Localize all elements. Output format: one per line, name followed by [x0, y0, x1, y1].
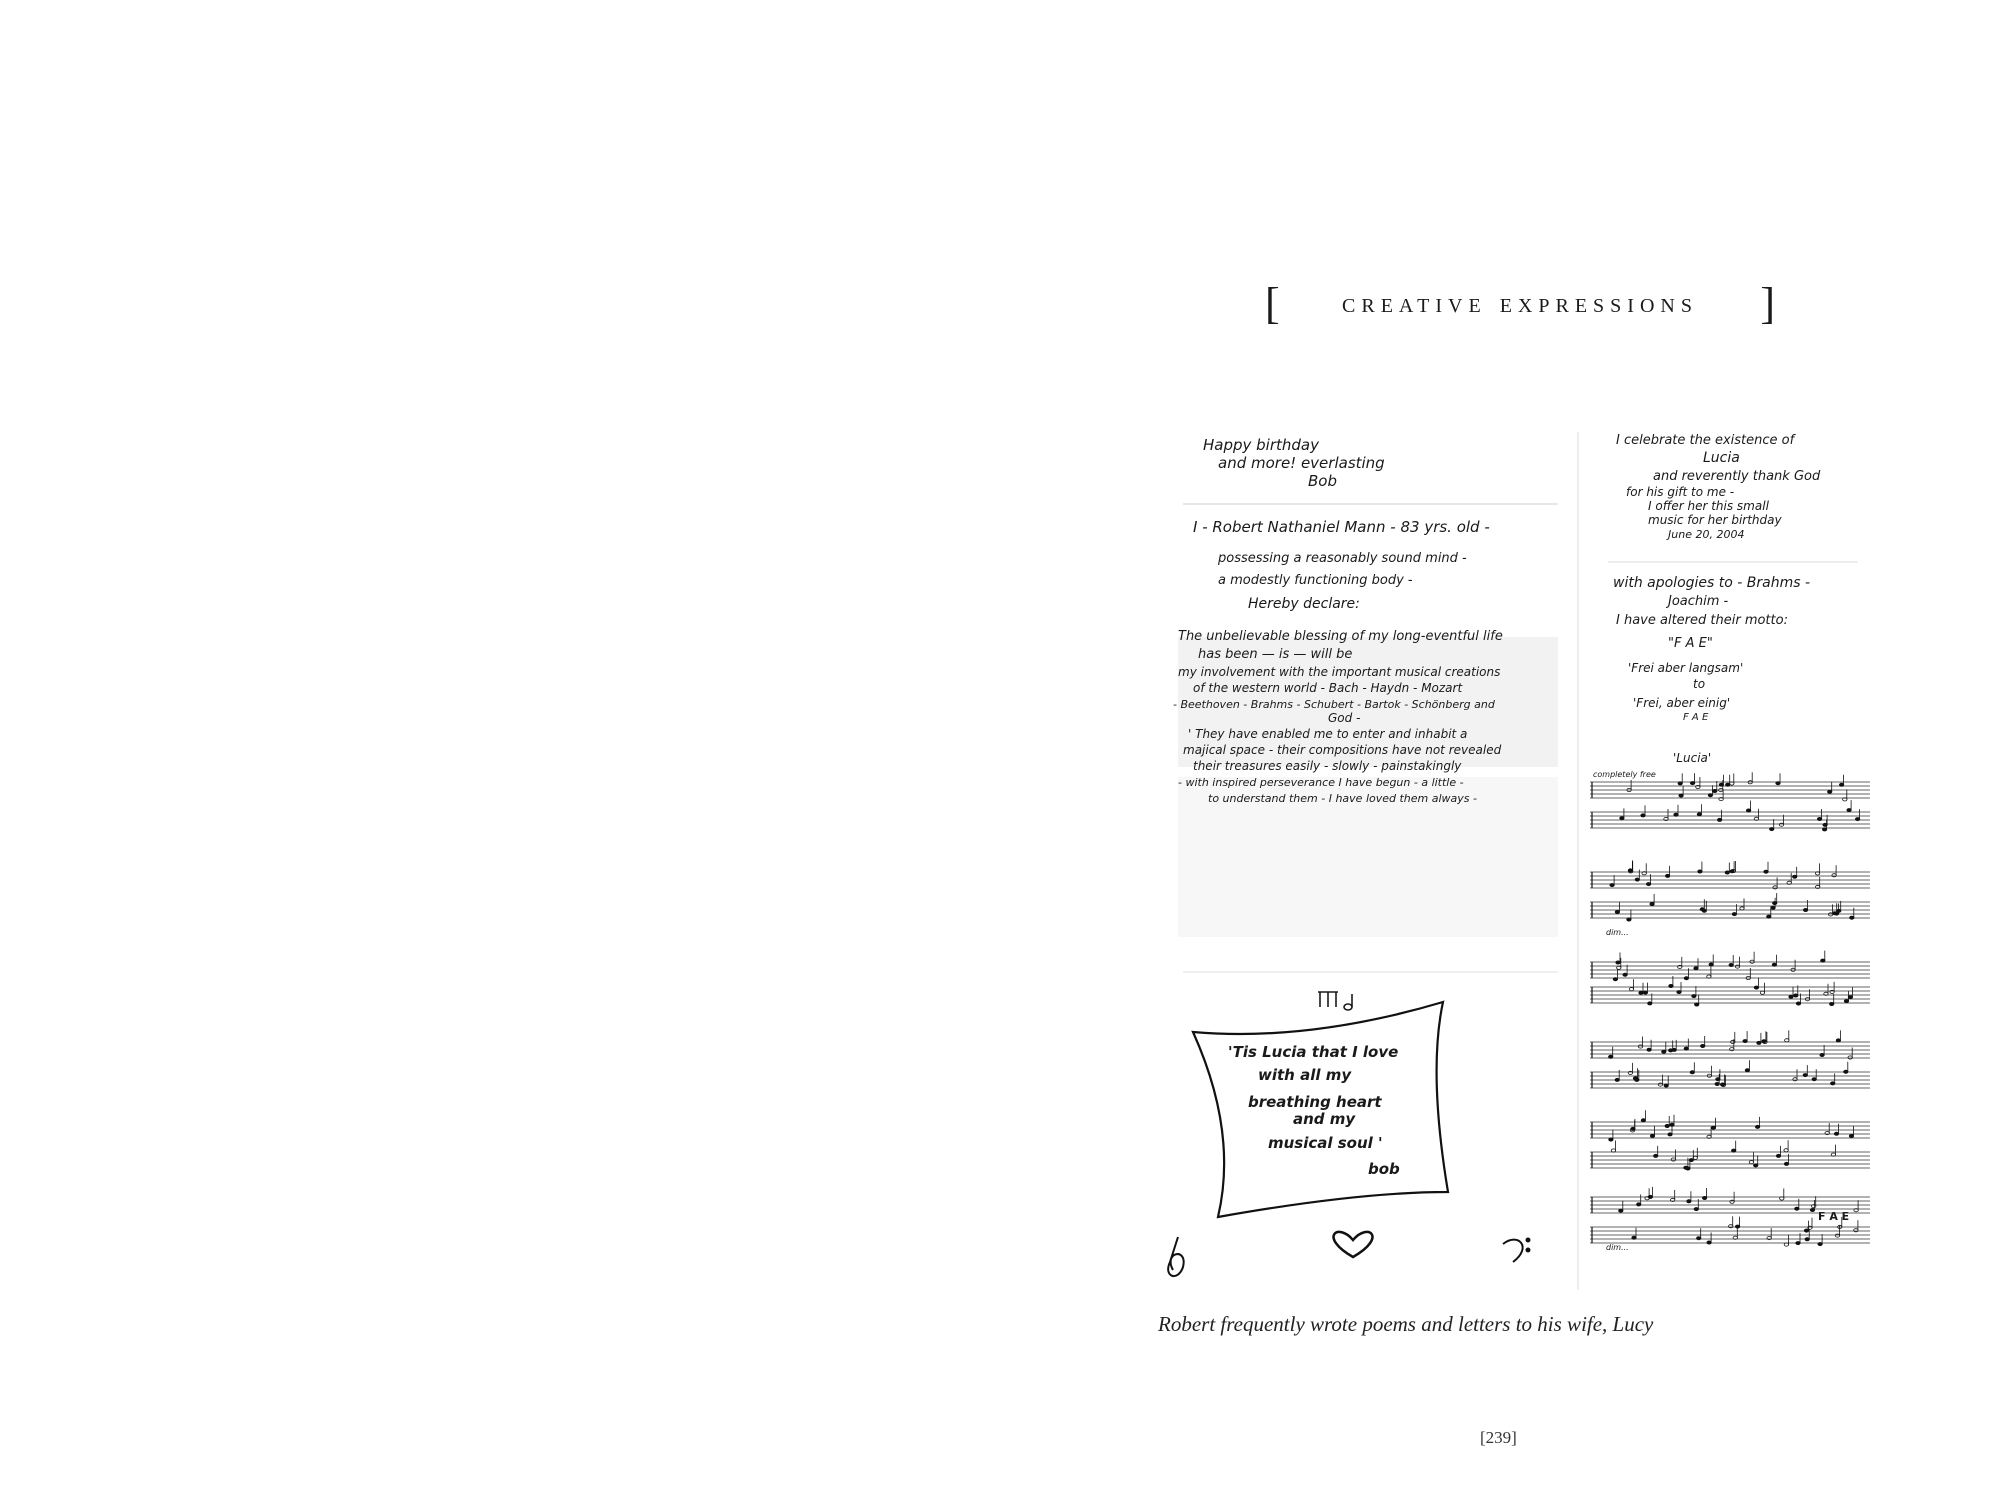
dedication-date: June 20, 2004: [1668, 528, 1745, 541]
letter-line: my involvement with the important musical creations: [1178, 665, 1501, 679]
dedication-line: for his gift to me -: [1626, 485, 1735, 499]
running-head-close-bracket: ]: [1760, 279, 1775, 328]
dedication-line: I celebrate the existence of: [1616, 433, 1795, 448]
letter-line: God -: [1328, 711, 1361, 725]
letter-line: their treasures easily - slowly - painstakingly: [1193, 759, 1462, 773]
motto-initials: F A E: [1683, 712, 1709, 723]
running-head-title: creative expressions: [1342, 288, 1698, 319]
greeting-line: and more! everlasting: [1218, 454, 1385, 472]
dedication-line: music for her birthday: [1648, 513, 1782, 527]
dedication-line: I offer her this small: [1648, 499, 1769, 513]
running-head-open-bracket: [: [1265, 279, 1280, 328]
page-number: [239]: [1480, 1428, 1517, 1447]
motto-text: 'Frei aber langsam': [1628, 661, 1744, 675]
score-fae: F A E: [1818, 1210, 1850, 1223]
figure-caption: Robert frequently wrote poems and letters to his wife, Lucy: [1158, 1312, 1654, 1336]
poem-line: 'Tis Lucia that I love: [1228, 1043, 1399, 1061]
apologies-line: Joachim -: [1668, 594, 1729, 609]
letter-line: of the western world - Bach - Haydn - Mozart: [1193, 681, 1463, 695]
letter-line: Hereby declare:: [1248, 596, 1360, 612]
letter-scan: [1158, 432, 1874, 1290]
letter-line: possessing a reasonably sound mind -: [1218, 551, 1467, 566]
motto-to: to: [1693, 677, 1706, 691]
letter-line: majical space - their compositions have not revealed: [1183, 743, 1502, 757]
score-marking: dim...: [1606, 928, 1629, 937]
poem-line: musical soul ': [1268, 1134, 1383, 1152]
motto-original: "F A E": [1668, 636, 1713, 651]
letter-line: to understand them - I have loved them always -: [1208, 792, 1477, 805]
score-marking: completely free: [1593, 770, 1656, 779]
poem-signature: bob: [1368, 1160, 1400, 1178]
handwritten-letter-figure: [1158, 432, 1874, 1290]
poem-line: breathing heart: [1248, 1093, 1382, 1111]
motto-new: 'Frei, aber einig': [1633, 696, 1731, 710]
score-title: 'Lucia': [1673, 751, 1712, 765]
apologies-line: I have altered their motto:: [1616, 613, 1788, 628]
letter-line: a modestly functioning body -: [1218, 573, 1413, 588]
letter-line: - with inspired perseverance I have begun - a little -: [1178, 776, 1464, 789]
letter-line: - Beethoven - Brahms - Schubert - Bartok - Schönberg and: [1173, 698, 1495, 711]
apologies-line: with apologies to - Brahms -: [1613, 575, 1811, 591]
letter-line: has been — is — will be: [1198, 647, 1353, 662]
letter-line: I - Robert Nathaniel Mann - 83 yrs. old -: [1193, 518, 1490, 536]
greeting-line: Happy birthday: [1203, 436, 1319, 454]
poem-line: and my: [1293, 1110, 1356, 1128]
running-head: [1265, 279, 1775, 328]
poem-line: with all my: [1258, 1066, 1352, 1084]
score-marking: dim...: [1606, 1243, 1629, 1252]
letter-line: The unbelievable blessing of my long-eventful life: [1178, 629, 1503, 644]
greeting-signature: Bob: [1308, 472, 1337, 490]
dedication-name: Lucia: [1703, 450, 1740, 466]
letter-line: ' They have enabled me to enter and inhabit a: [1188, 727, 1468, 741]
dedication-line: and reverently thank God: [1653, 469, 1821, 484]
